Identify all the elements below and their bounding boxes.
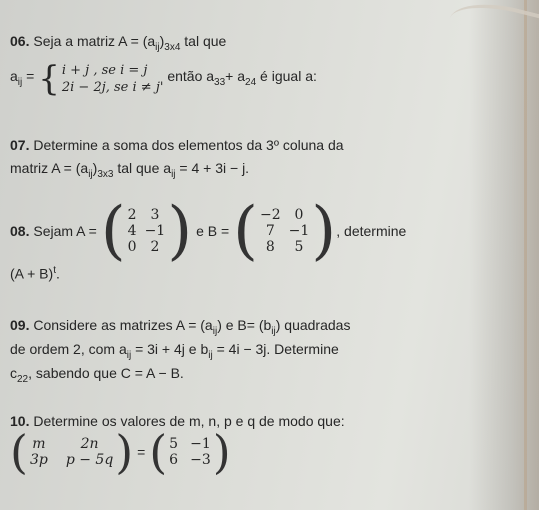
q06-case2: 2i − 2j, se i ≠ j' — [61, 80, 164, 95]
q06-text1: Seja a matriz A = (a — [33, 33, 156, 49]
q08-matrix-a-cell: 2 — [150, 239, 160, 255]
q09-line1-end: ) quadradas — [275, 317, 351, 333]
q09-line3a: c — [10, 365, 17, 381]
q09-sub2: ij — [271, 325, 276, 337]
q08-matrix-a-cells — [126, 207, 168, 255]
q08-line2 — [10, 262, 60, 283]
q08-line2-text: (A + B) — [10, 265, 54, 282]
q09-number: 09. — [10, 317, 30, 333]
q10-left-rparen: ) — [115, 425, 134, 479]
q08-text-a: Sejam A = — [33, 223, 101, 239]
q06-sub: ij — [155, 41, 160, 53]
q10-equation — [10, 425, 231, 479]
page-edge-shadow — [469, 0, 539, 510]
q09-line2b: = 3i + 4j e b — [131, 341, 209, 357]
q10-right-cells — [167, 436, 213, 468]
q06-definition — [10, 59, 317, 99]
q06-sub24: 24 — [245, 76, 257, 88]
q08-matrix-b-cell: −2 — [260, 207, 281, 223]
q06-number: 06. — [10, 33, 30, 49]
q08-matrix-a-cell: 3 — [150, 207, 160, 223]
q09-line1 — [10, 316, 350, 341]
q07-number: 07. — [10, 137, 30, 153]
q08-matrix-a-rparen: ) — [167, 194, 193, 268]
q07-sub1: ij — [88, 168, 93, 180]
q07-line2 — [10, 159, 249, 184]
q08-line1 — [10, 194, 407, 268]
q09-line2 — [10, 340, 339, 365]
q10-left-lparen: ( — [10, 425, 28, 479]
q09-sub3: ij — [126, 349, 132, 361]
q06-line1 — [10, 32, 226, 57]
q10-line1 — [10, 412, 345, 430]
q06-dim: 3x4 — [164, 41, 181, 53]
q07-line2b: tal que a — [113, 160, 172, 176]
q10-right-matrix-cell: −3 — [190, 452, 211, 468]
q08-matrix-b-cell: −1 — [288, 223, 310, 239]
q10-left-matrix-cell: m — [32, 436, 46, 452]
q08-matrix-b-cell: 0 — [294, 207, 304, 223]
q10-right-matrix-cell: 6 — [169, 452, 179, 468]
q06-cases — [62, 62, 164, 96]
q10-left-matrix-cell: 2n — [80, 436, 99, 452]
q08-number: 08. — [10, 223, 30, 239]
q08-line2-end: . — [55, 265, 60, 282]
q06-aij — [10, 67, 39, 88]
q10-eq: = — [133, 444, 150, 460]
q07-line1 — [10, 136, 344, 154]
q08-sup: t — [53, 265, 56, 276]
q10-left-matrix-cell: p − 5q — [65, 452, 114, 468]
q06-close: ) — [159, 33, 165, 49]
q07-close: ) — [92, 160, 98, 176]
q08-matrix-a-cell: 0 — [127, 239, 137, 255]
q06-plus: + a — [225, 67, 246, 84]
q09-sub5: 22 — [17, 373, 29, 385]
q09-line1-text: Considere as matrizes A = (a — [33, 317, 213, 333]
q07-dim: 3x3 — [97, 168, 114, 180]
q07-line2c: = 4 + 3i − j. — [175, 160, 250, 176]
q10-left-cells — [28, 436, 115, 468]
q06-case1: i + j , se i = j — [61, 63, 148, 78]
q10-right-matrix-cell: 5 — [169, 436, 179, 452]
q09-line3 — [10, 364, 184, 389]
q08-matrix-b-cell: 8 — [265, 239, 275, 255]
q09-sub1: ij — [212, 325, 218, 337]
q09-sub4: ij — [208, 349, 213, 361]
q10-right-lparen: ( — [149, 425, 168, 479]
q07-line2a: matriz A = (a — [10, 160, 89, 176]
q06-then — [163, 67, 317, 88]
q06-aij-sub: ij — [17, 76, 23, 88]
q08-matrix-a-cell: −1 — [144, 223, 166, 239]
q10-right-matrix-cell: −1 — [190, 436, 211, 452]
q08-matrix-b-cell: 7 — [265, 223, 275, 239]
q10-right-rparen: ) — [212, 425, 231, 479]
q08-matrix-b-lparen: ( — [233, 194, 259, 268]
q09-line3b: , sabendo que C = A − B. — [28, 365, 184, 381]
q09-line2c: = 4i − 3j. Determine — [212, 341, 339, 357]
q08-text-e: e B = — [192, 223, 234, 239]
q08-matrix-b — [233, 194, 337, 268]
q06-sub33: 33 — [214, 76, 226, 88]
q08-text-end: , determine — [336, 223, 407, 239]
q06-end-text: é igual a: — [256, 67, 317, 84]
q08-matrix-b-cells — [258, 207, 311, 255]
q09-line2a: de ordem 2, com a — [10, 341, 127, 357]
q06-aij-a: a — [10, 67, 18, 84]
q08-matrix-b-cell: 5 — [294, 239, 304, 255]
q08-matrix-b-rparen: ) — [311, 194, 337, 268]
q06-then-text: então a — [163, 67, 215, 84]
q10-right-matrix — [149, 425, 231, 479]
q08-matrix-a-cell: 2 — [127, 207, 137, 223]
q10-left-matrix — [10, 425, 134, 479]
q08-matrix-a-lparen: ( — [100, 194, 126, 268]
q07-line1-text: Determine a soma dos elementos da 3º coluna da — [33, 137, 344, 153]
q10-line1-text: Determine os valores de m, n, p e q de modo que: — [33, 413, 345, 429]
q10-number: 10. — [10, 413, 30, 429]
q08-matrix-a-cell: 4 — [127, 223, 137, 239]
q09-line1-mid: ) e B= (b — [217, 317, 272, 333]
q06-brace: { — [38, 59, 60, 99]
q06-text1-end: tal que — [180, 33, 227, 49]
q06-eq: = — [22, 67, 39, 84]
page-edge-line — [524, 0, 527, 510]
q08-matrix-a — [100, 194, 193, 268]
q07-sub2: ij — [171, 168, 176, 180]
q10-left-matrix-cell: 3p — [29, 452, 48, 468]
